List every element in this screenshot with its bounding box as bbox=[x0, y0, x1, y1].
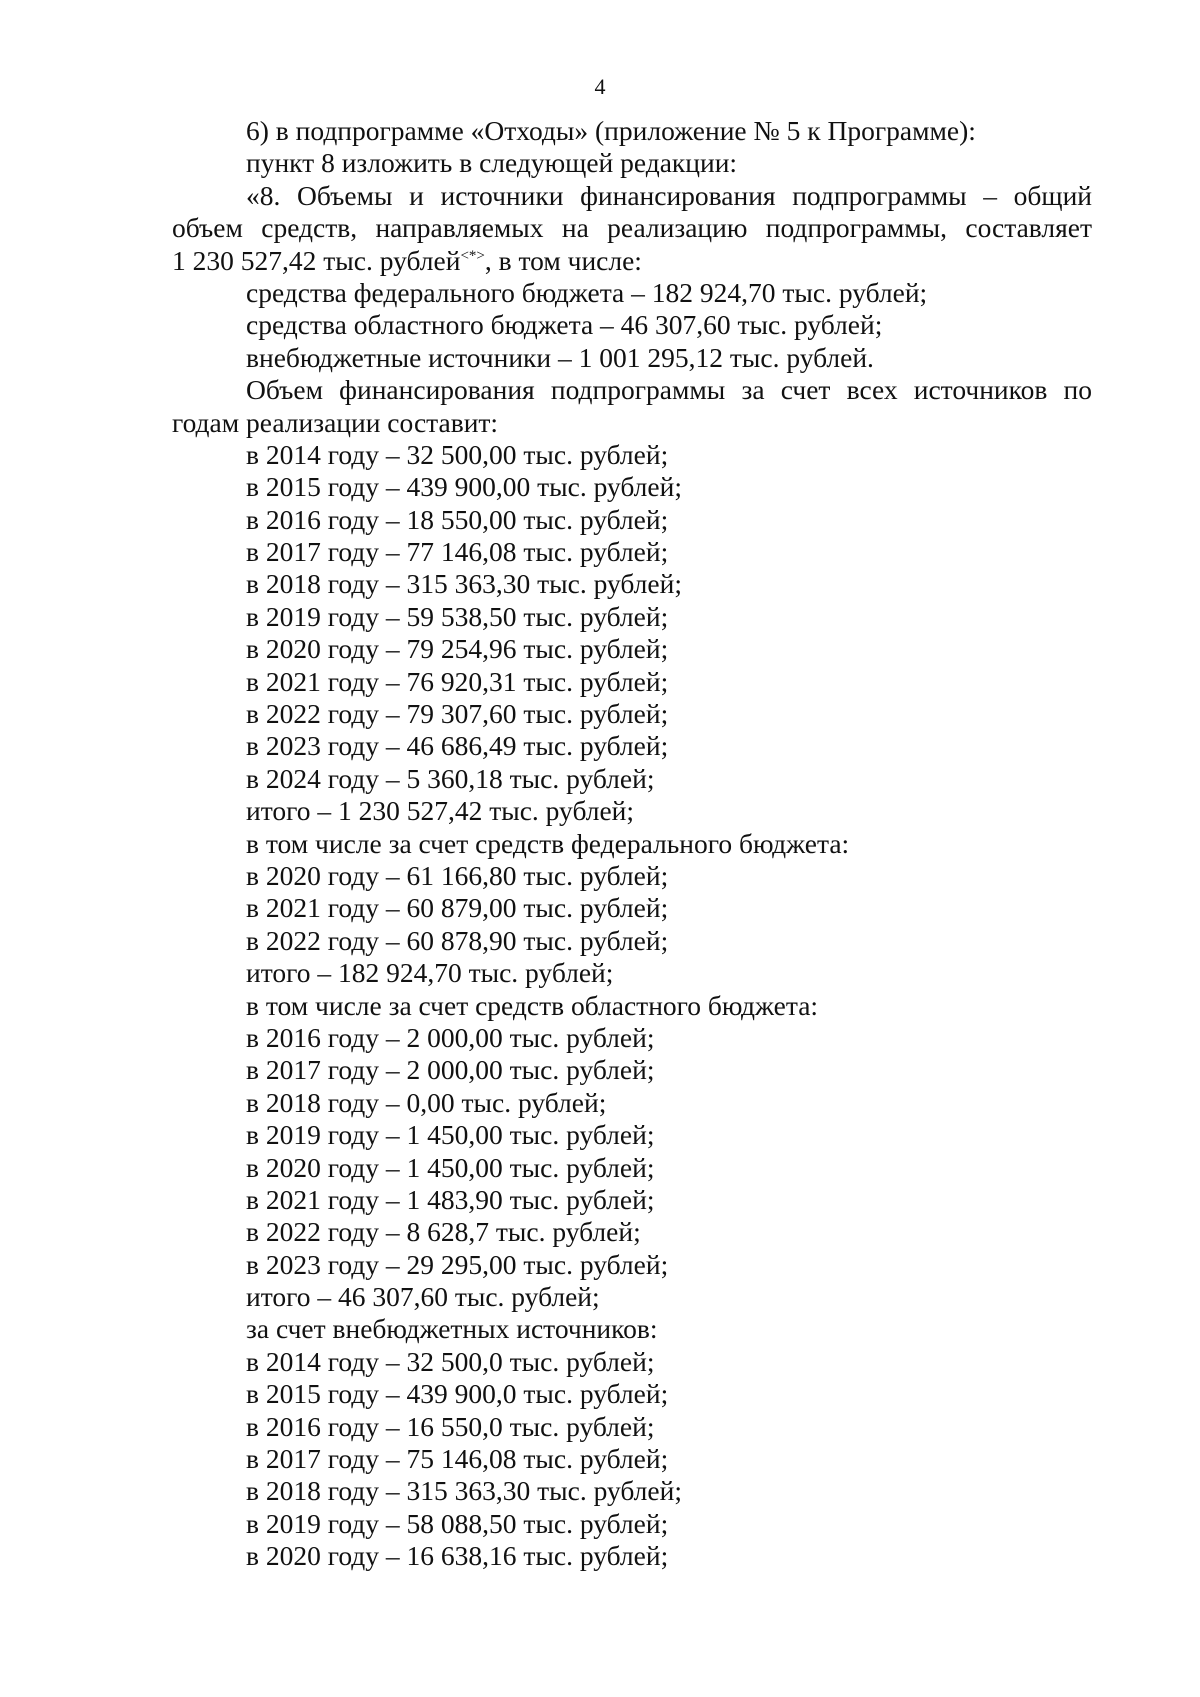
year-line: в 2021 году – 1 483,90 тыс. рублей; bbox=[246, 1183, 655, 1215]
year-line: в 2016 году – 16 550,0 тыс. рублей; bbox=[246, 1410, 655, 1442]
year-line: в 2017 году – 75 146,08 тыс. рублей; bbox=[246, 1443, 669, 1475]
year-line: в 2014 году – 32 500,0 тыс. рублей; bbox=[246, 1345, 655, 1377]
regional-heading: в том числе за счет средств областного бюджета: bbox=[246, 989, 819, 1021]
total-line: итого – 1 230 527,42 тыс. рублей; bbox=[246, 795, 635, 827]
year-line: в 2021 году – 60 879,00 тыс. рублей; bbox=[246, 892, 669, 924]
total-amount: 1 230 527,42 тыс. рублей bbox=[172, 244, 461, 276]
total-line: итого – 46 307,60 тыс. рублей; bbox=[246, 1281, 600, 1313]
source-line: средства федерального бюджета – 182 924,70 тыс. рублей; bbox=[246, 276, 928, 308]
year-line: в 2018 году – 315 363,30 тыс. рублей; bbox=[246, 568, 682, 600]
year-line: в 2023 году – 46 686,49 тыс. рублей; bbox=[246, 730, 669, 762]
source-line: средства областного бюджета – 46 307,60 тыс. рублей; bbox=[246, 309, 883, 341]
year-line: в 2020 году – 1 450,00 тыс. рублей; bbox=[246, 1151, 655, 1183]
year-line: в 2015 году – 439 900,0 тыс. рублей; bbox=[246, 1378, 669, 1410]
federal-heading: в том числе за счет средств федерального бюджета: bbox=[246, 827, 850, 859]
paragraph-line: годам реализации составит: bbox=[172, 406, 499, 438]
extrabudget-heading: за счет внебюджетных источников: bbox=[246, 1313, 658, 1345]
year-line: в 2020 году – 79 254,96 тыс. рублей; bbox=[246, 633, 669, 665]
year-line: в 2018 году – 315 363,30 тыс. рублей; bbox=[246, 1475, 682, 1507]
total-line: итого – 182 924,70 тыс. рублей; bbox=[246, 957, 614, 989]
year-line: в 2016 году – 2 000,00 тыс. рублей; bbox=[246, 1021, 655, 1053]
year-line: в 2019 году – 58 088,50 тыс. рублей; bbox=[246, 1507, 669, 1539]
document-body bbox=[172, 115, 1092, 1573]
year-line: в 2014 году – 32 500,00 тыс. рублей; bbox=[246, 438, 669, 470]
year-line: в 2023 году – 29 295,00 тыс. рублей; bbox=[246, 1248, 669, 1280]
year-line: в 2017 году – 2 000,00 тыс. рублей; bbox=[246, 1054, 655, 1086]
paragraph-tail: , в том числе: bbox=[484, 244, 642, 276]
source-line: внебюджетные источники – 1 001 295,12 тыс. рублей. bbox=[246, 341, 874, 373]
section-instruction: пункт 8 изложить в следующей редакции: bbox=[246, 147, 738, 179]
year-line: в 2018 году – 0,00 тыс. рублей; bbox=[246, 1086, 607, 1118]
page-number: 4 bbox=[594, 74, 606, 99]
paragraph-line: «8. Объемы и источники финансирования подпрограммы – общий bbox=[246, 179, 1092, 211]
paragraph-line: Объем финансирования подпрограммы за счет всех источников по bbox=[246, 374, 1092, 406]
year-line: в 2022 году – 79 307,60 тыс. рублей; bbox=[246, 698, 669, 730]
year-line: в 2019 году – 59 538,50 тыс. рублей; bbox=[246, 600, 669, 632]
paragraph-line: объем средств, направляемых на реализацию подпрограммы, составляет bbox=[172, 212, 1092, 244]
year-line: в 2024 году – 5 360,18 тыс. рублей; bbox=[246, 762, 655, 794]
year-line: в 2021 году – 76 920,31 тыс. рублей; bbox=[246, 665, 669, 697]
section-heading: 6) в подпрограмме «Отходы» (приложение № 5 к Программе): bbox=[246, 115, 976, 146]
year-line: в 2022 году – 60 878,90 тыс. рублей; bbox=[246, 924, 669, 956]
year-line: в 2020 году – 61 166,80 тыс. рублей; bbox=[246, 859, 669, 891]
year-line: в 2017 году – 77 146,08 тыс. рублей; bbox=[246, 536, 669, 568]
year-line: в 2022 году – 8 628,7 тыс. рублей; bbox=[246, 1216, 641, 1248]
year-line: в 2016 году – 18 550,00 тыс. рублей; bbox=[246, 503, 669, 535]
paragraph-line bbox=[172, 245, 1092, 277]
year-line: в 2019 году – 1 450,00 тыс. рублей; bbox=[246, 1119, 655, 1151]
footnote-mark: <*> bbox=[460, 247, 485, 264]
year-line: в 2020 году – 16 638,16 тыс. рублей; bbox=[246, 1540, 669, 1572]
year-line: в 2015 году – 439 900,00 тыс. рублей; bbox=[246, 471, 682, 503]
